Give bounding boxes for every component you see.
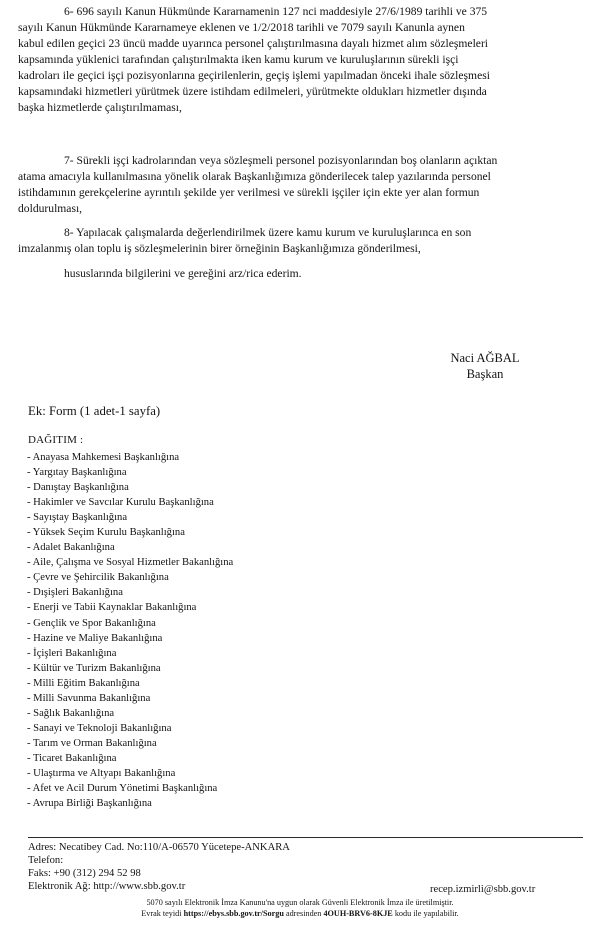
paragraph-line: 8- Yapılacak çalışmalarda değerlendirilmek üzere kamu kurum ve kuruluşlarınca en son [64, 226, 472, 239]
signatory-name: Naci AĞBAL [450, 351, 520, 365]
attachment-note: Ek: Form (1 adet-1 sayfa) [28, 404, 161, 418]
list-item: - Tarım ve Orman Bakanlığına [27, 737, 157, 749]
footer-divider [28, 837, 583, 838]
list-item: - Enerji ve Tabii Kaynaklar Bakanlığına [27, 602, 197, 614]
list-item: - Dışişleri Bakanlığına [27, 587, 123, 599]
list-item: - Yargıtay Başkanlığına [27, 467, 127, 479]
verification-note [0, 909, 600, 919]
list-item: - Sayıştay Başkanlığına [27, 512, 128, 524]
list-item: - Milli Savunma Bakanlığına [27, 692, 151, 704]
footer-fax: Faks: +90 (312) 294 52 98 [28, 868, 141, 879]
list-item: - Ulaştırma ve Altyapı Bakanlığına [27, 767, 176, 779]
list-item: - Danıştay Başkanlığına [27, 482, 129, 494]
paragraph-line: atama amacıyla kullanılmasına yönelik olarak Başkanlığımıza gönderilecek talep yazılarında personel [18, 170, 491, 183]
list-item: - Milli Eğitim Bakanlığına [27, 677, 140, 689]
list-item: - Hazine ve Maliye Bakanlığına [27, 632, 163, 644]
list-item: - Çevre ve Şehircilik Bakanlığına [27, 572, 169, 584]
list-item: - Aile, Çalışma ve Sosyal Hizmetler Bakanlığına [27, 557, 234, 569]
list-item: - Sağlık Bakanlığına [27, 707, 115, 719]
list-item: - Sanayi ve Teknoloji Bakanlığına [27, 722, 172, 734]
list-item: - Ticaret Bakanlığına [27, 752, 117, 764]
paragraph-line: kapsamında yüklenici tarafından çalıştırılmakta iken kamu kurum ve kuruluşlarının sürekli işçi [18, 53, 459, 66]
signature-block [430, 350, 540, 382]
paragraph-7 [18, 153, 580, 217]
footer-email: recep.izmirli@sbb.gov.tr [430, 884, 536, 895]
paragraph-line: 7- Sürekli işçi kadrolarından veya sözleşmeli personel pozisyonlarından boş olanların açıktan [64, 154, 498, 167]
paragraph-line: hususlarında bilgilerini ve gereğini arz/rica ederim. [64, 267, 302, 280]
signatory-title: Başkan [466, 367, 504, 381]
verification-suffix: kodu ile yapılabilir. [392, 909, 459, 918]
list-item: - Gençlik ve Spor Bakanlığına [27, 617, 156, 629]
footer-website: Elektronik Ağ: http://www.sbb.gov.tr [28, 881, 186, 892]
list-item: - Adalet Bakanlığına [27, 542, 115, 554]
verification-middle: adresinden [283, 909, 324, 918]
distribution-title: DAĞITIM : [28, 434, 84, 446]
paragraph-line: doldurulması, [18, 202, 83, 215]
paragraph-line: kapsamındaki hizmetleri yürütmek üzere istihdam edilmeleri, yürütmekte oldukları hizmetler dışında [18, 85, 487, 98]
paragraph-line: sayılı Kanun Hükmünde Kararnameye eklenen ve 1/2/2018 tarihli ve 7079 sayılı Kanunla aynen [18, 21, 465, 34]
paragraph-line: kabul edilen geçici 23 üncü madde uyarınca personel çalıştırılmasına dayalı hizmet alım sözleşmeleri [18, 37, 489, 50]
closing-sentence [18, 266, 580, 282]
verification-url[interactable]: https://ebys.sbb.gov.tr/Sorgu [183, 909, 284, 918]
esign-note: 5070 sayılı Elektronik İmza Kanunu'na uygun olarak Güvenli Elektronik İmza ile üretilmiştir. [146, 898, 454, 907]
list-item: - Yüksek Seçim Kurulu Başkanlığına [27, 527, 185, 539]
paragraph-line: başka hizmetlerde çalıştırılmaması, [18, 101, 182, 114]
list-item: - Hakimler ve Savcılar Kurulu Başkanlığına [27, 497, 214, 509]
list-item: - Avrupa Birliği Başkanlığına [27, 798, 152, 810]
list-item: - Kültür ve Turizm Bakanlığına [27, 662, 161, 674]
distribution-list [27, 450, 233, 811]
paragraph-8 [18, 225, 580, 257]
verification-prefix: Evrak teyidi [141, 909, 184, 918]
paragraph-line: kadroları ile geçici işçi pozisyonlarına geçirilenlerin, geçiş işlemi yapılmadan önceki ihale sözleşmesi [18, 69, 490, 82]
list-item: - Afet ve Acil Durum Yönetimi Başkanlığına [27, 783, 218, 795]
footer-phone: Telefon: [28, 855, 64, 866]
paragraph-6 [18, 4, 580, 116]
list-item: - İçişleri Bakanlığına [27, 647, 117, 659]
footer-contact [28, 841, 290, 893]
paragraph-line: imzalanmış olan toplu iş sözleşmelerinin birer örneğinin Başkanlığımıza gönderilmesi, [18, 242, 421, 255]
verification-code: 4OUH-BRV6-8KJE [323, 909, 393, 918]
paragraph-line: istihdamının gerekçelerine ayrıntılı şekilde yer verilmesi ve sürekli işçiler için ekte yer alan formun [18, 186, 480, 199]
paragraph-line: 6- 696 sayılı Kanun Hükmünde Kararnamenin 127 nci maddesiyle 27/6/1989 tarihli ve 375 [64, 5, 488, 18]
list-item: - Anayasa Mahkemesi Başkanlığına [27, 452, 180, 463]
footer-address: Adres: Necatibey Cad. No:110/A-06570 Yücetepe-ANKARA [28, 842, 290, 853]
